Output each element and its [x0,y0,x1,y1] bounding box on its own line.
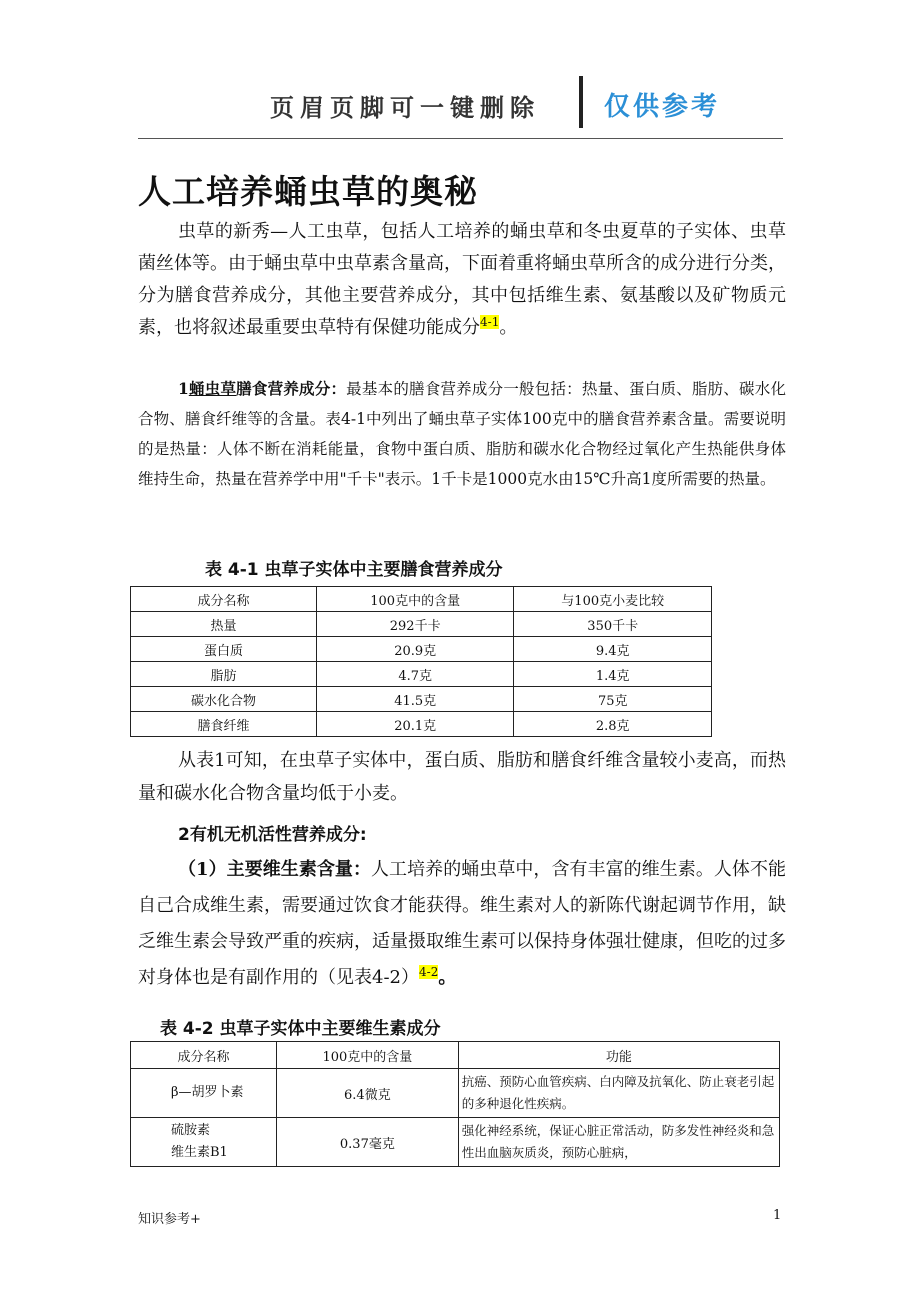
table-cell: 蛋白质 [131,637,317,662]
vitamin-name: β—胡罗卜素 [171,1085,244,1100]
header-left-text: 页眉页脚可一键删除 [270,94,540,122]
intro-text: 虫草的新秀—人工虫草，包括人工培养的蛹虫草和冬虫夏草的子实体、虫草菌丝体等。由于蛹虫草中虫草素含量高，下面着重将蛹虫草所含的成分进行分类，分为膳食营养成分，其他主要营养成分，其中包括维生素、氨基酸以及矿物质元素，也将叙述最重要虫草特有保健功能成分 [138,221,786,338]
table-cell: 膳食纤维 [131,712,317,737]
table-cell: 350千卡 [514,612,712,637]
table1-header: 与100克小麦比较 [514,587,712,612]
table-cell: 9.4克 [514,637,712,662]
table-cell: 强化神经系统，保证心脏正常活动，防多发性神经炎和急性出血脑灰质炎，预防心脏病， [458,1118,779,1167]
table-cell: 2.8克 [514,712,712,737]
table-row [131,687,712,712]
intro-end: 。 [499,317,518,338]
section2-1-text: 人工培养的蛹虫草中，含有丰富的维生素。人体不能自己合成维生素，需要通过饮食才能获得。维生素对人的新陈代谢起调节作用，缺乏维生素会导致严重的疾病，适量摄取维生素可以保持身体强壮健康，但吃的过多对身体也是有副作用的（见表4-2） [138,859,786,988]
intro-reference: 4-1 [480,315,500,329]
table1-conclusion: 从表1可知，在虫草子实体中，蛋白质、脂肪和膳食纤维含量较小麦高，而热量和碳水化合物含量均低于小麦。 [138,750,786,804]
header-right-text: 仅供参考 [604,92,721,122]
table-row [131,712,712,737]
table-cell: 碳水化合物 [131,687,317,712]
vitamin-name: 硫胺素 [171,1123,211,1138]
table1-header: 成分名称 [131,587,317,612]
page-title: 人工培养蛹虫草的奥秘 [138,172,478,211]
table-row [131,1118,780,1167]
table-cell: 抗癌、预防心血管疾病、白内障及抗氧化、防止衰老引起的多种退化性疾病。 [458,1069,779,1118]
section1-heading-underlined: 蛹虫草 [188,379,237,398]
table2-header: 功能 [458,1042,779,1069]
table-cell: 0.37毫克 [277,1118,459,1167]
table1-header-row [131,587,712,612]
section2-1-paragraph [138,852,786,996]
vitamin-alias: 维生素B1 [171,1145,228,1160]
table-row [131,1069,780,1118]
table-row [131,637,712,662]
section1-paragraph [138,374,786,494]
table1-header: 100克中的含量 [316,587,514,612]
table1 [130,586,712,737]
header-divider [579,76,583,128]
table-cell: 6.4微克 [277,1069,459,1118]
section1-number: 1 [178,379,189,398]
table-cell: 20.1克 [316,712,514,737]
section2-1-heading: （1）主要维生素含量： [178,859,372,880]
header-rule [138,138,783,139]
table2-header: 100克中的含量 [277,1042,459,1069]
table-cell: 75克 [514,687,712,712]
section2-1-end: 。 [438,967,457,988]
table2-header: 成分名称 [131,1042,277,1069]
page-header [138,74,783,138]
table2-title: 表 4-2 虫草子实体中主要维生素成分 [160,1019,441,1039]
table-cell: 292千卡 [316,612,514,637]
table1-title: 表 4-1 虫草子实体中主要膳食营养成分 [205,560,503,580]
table2-header-row [131,1042,780,1069]
table-cell: 热量 [131,612,317,637]
section1-text: 最基本的膳食营养成分一般包括：热量、蛋白质、脂肪、碳水化合物、膳食纤维等的含量。表4-1中列出了蛹虫草子实体100克中的膳食营养素含量。需要说明的是热量：人体不断在消耗能量，食物中蛋白质、脂肪和碳水化合物经过氧化产生热能供身体维持生命，热量在营养学中用"千卡"表示。1千卡是1000克水由15℃升高1度所需要的热量。 [138,380,786,488]
section2-heading: 2有机无机活性营养成分: [178,825,367,845]
section1-heading: 膳食营养成分： [236,379,347,398]
footer-left: 知识参考+ [138,1212,201,1227]
table-row [131,662,712,687]
page-number: 1 [773,1208,782,1223]
table-cell: 1.4克 [514,662,712,687]
table-cell: 4.7克 [316,662,514,687]
section2-1-reference: 4-2 [419,965,439,979]
table2 [130,1041,780,1167]
table-cell: 20.9克 [316,637,514,662]
table-cell: 41.5克 [316,687,514,712]
table-cell [131,1118,277,1167]
table-row [131,612,712,637]
intro-paragraph [138,216,786,344]
table-cell [131,1069,277,1118]
table-cell: 脂肪 [131,662,317,687]
